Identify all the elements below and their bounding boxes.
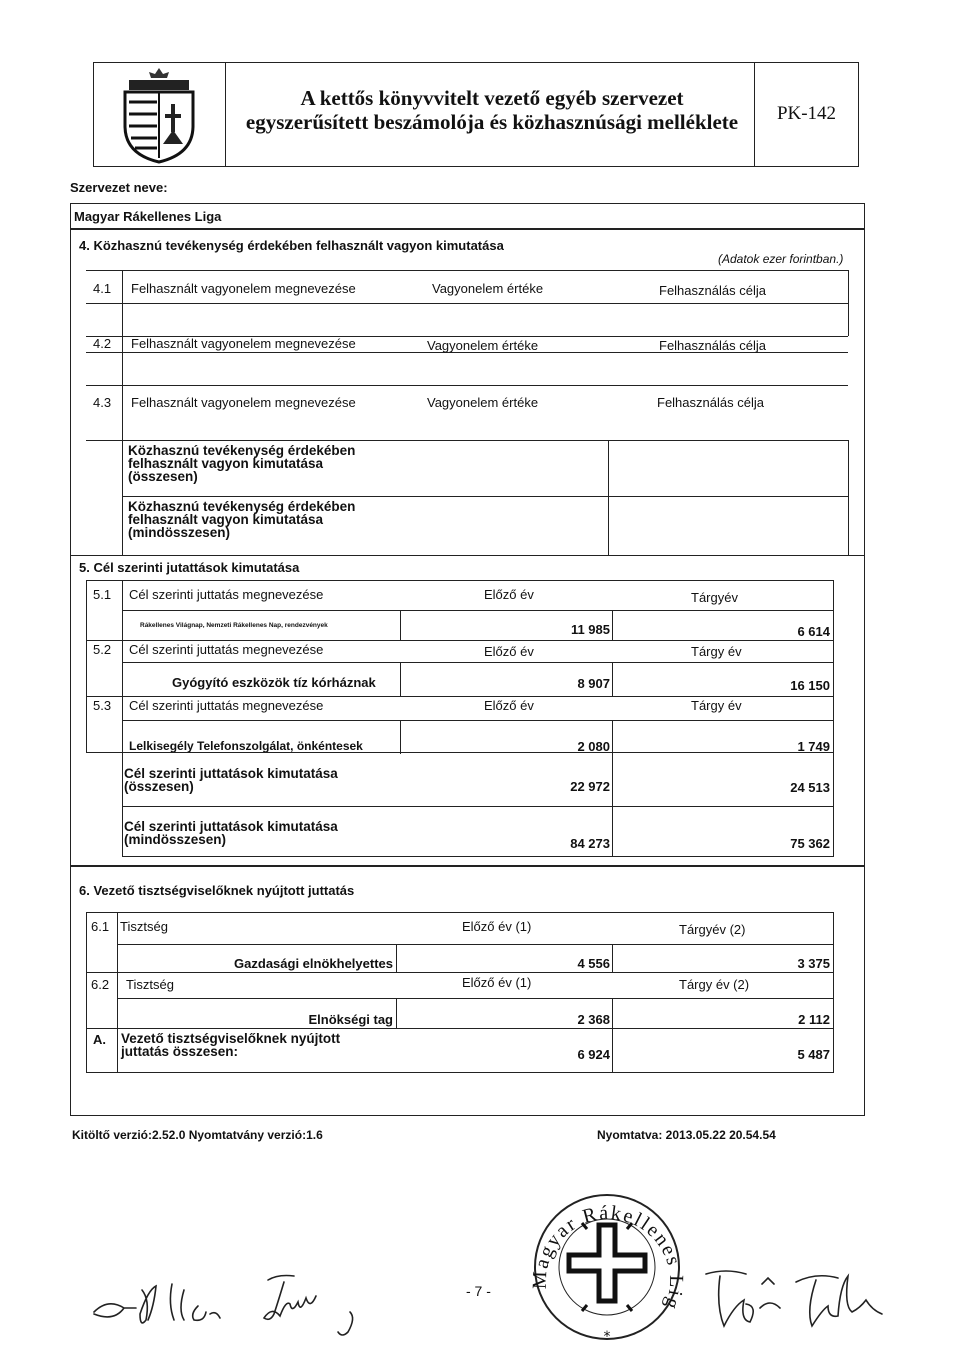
row-5-2-item: Gyógyító eszközök tíz kórháznak [172, 675, 376, 690]
section4-title: 4. Közhasznú tevékenység érdekében felhasznált vagyon kimutatása [79, 238, 504, 253]
row-5-2-num: 5.2 [93, 642, 112, 657]
section5-total-prev: 22 972 [570, 779, 610, 794]
row-6-2-num: 6.2 [91, 977, 110, 992]
section4-total-label: Közhasznú tevékenység érdekében felhasznált vagyon kimutatása (összesen) [128, 443, 356, 484]
version-info: Kitöltő verzió:2.52.0 Nyomtatvány verzió:1.6 [72, 1128, 323, 1142]
svg-text:*: * [603, 1329, 611, 1345]
section6-total-curr: 5 487 [797, 1047, 830, 1062]
row-6-1-prev-label: Előző év (1) [462, 919, 532, 934]
row-5-1-prev-label: Előző év [484, 587, 534, 602]
row-4-3-name: Felhasznált vagyonelem megnevezése [131, 395, 356, 410]
row-4-3-value: Vagyonelem értéke [427, 395, 539, 410]
row-4-3-num: 4.3 [93, 395, 112, 410]
row-5-3-header: Cél szerinti juttatás megnevezése [129, 698, 324, 713]
section5-grand-curr: 75 362 [790, 836, 830, 851]
stamp-text: Magyar Rákellenes Lig [528, 1201, 688, 1314]
row-5-2-curr: 16 150 [790, 678, 830, 693]
row-4-1-name: Felhasznált vagyonelem megnevezése [131, 281, 356, 296]
section6-total-num: A. [93, 1032, 106, 1047]
row-5-2-prev-label: Előző év [484, 644, 534, 659]
row-4-2-purpose: Felhasználás célja [659, 338, 766, 353]
row-6-1-curr-label: Tárgyév (2) [679, 922, 746, 937]
row-6-2-curr-label: Tárgy év (2) [679, 977, 750, 992]
row-5-3-curr: 1 749 [797, 739, 830, 754]
section6-title: 6. Vezető tisztségviselőknek nyújtott juttatás [79, 883, 355, 898]
section5-title: 5. Cél szerinti jutattások kimutatása [79, 560, 300, 575]
row-4-2-num: 4.2 [93, 336, 112, 351]
svg-text:Magyar Rákellenes Liga [520, 1185, 687, 1314]
print-date: Nyomtatva: 2013.05.22 20.54.54 [597, 1128, 776, 1142]
row-6-1-prev: 4 556 [577, 956, 610, 971]
row-6-1-curr: 3 375 [797, 956, 830, 971]
section5-grand-label: Cél szerinti juttatások kimutatása (mindösszesen) [124, 819, 338, 847]
form-title-line2: egyszerűsített beszámolója és közhasznúsági melléklete [245, 110, 739, 134]
section6-total-label: Vezető tisztségviselőknek nyújtott juttatás összesen: [121, 1031, 341, 1059]
section5-total-curr: 24 513 [790, 780, 830, 795]
row-6-2-prev: 2 368 [577, 1012, 610, 1027]
row-6-2-header: Tisztség [126, 977, 174, 992]
row-5-3-prev-label: Előző év [484, 698, 534, 713]
row-4-2-name: Felhasznált vagyonelem megnevezése [131, 336, 356, 351]
row-5-3-item: Lelkisegély Telefonszolgálat, önkéntesek [129, 739, 363, 753]
unit-note: (Adatok ezer forintban.) [718, 252, 844, 266]
row-5-2-header: Cél szerinti juttatás megnevezése [129, 642, 324, 657]
form-title [232, 86, 752, 134]
row-4-3-purpose: Felhasználás célja [657, 395, 764, 410]
row-4-2-value: Vagyonelem értéke [427, 338, 539, 353]
signature-left [88, 1260, 378, 1340]
row-5-1-item: Rákellenes Világnap, Nemzeti Rákellenes Nap, rendezvények [140, 622, 328, 629]
signature-right [700, 1262, 900, 1342]
row-5-1-header: Cél szerinti juttatás megnevezése [129, 587, 324, 602]
row-5-1-curr-label: Tárgyév [691, 590, 738, 605]
org-label: Szervezet neve: [70, 180, 168, 195]
row-4-1-value: Vagyonelem értéke [432, 281, 544, 296]
row-5-1-prev: 11 985 [570, 622, 610, 637]
row-5-2-prev: 8 907 [577, 676, 610, 691]
row-6-1-item: Gazdasági elnökhelyettes [234, 956, 393, 971]
section5-grand-prev: 84 273 [570, 836, 610, 851]
section5-total-label: Cél szerinti juttatások kimutatása (összesen) [124, 766, 338, 794]
row-5-1-curr: 6 614 [797, 624, 830, 639]
row-5-3-curr-label: Tárgy év [691, 698, 742, 713]
section6-total-prev: 6 924 [577, 1047, 610, 1062]
row-6-2-prev-label: Előző év (1) [462, 975, 532, 990]
form-code: PK-142 [776, 103, 837, 124]
coat-of-arms-icon [103, 64, 215, 164]
section4-grand-total-label: Közhasznú tevékenység érdekében felhasznált vagyon kimutatása (mindösszesen) [128, 499, 356, 540]
row-5-1-num: 5.1 [93, 587, 112, 602]
row-5-2-curr-label: Tárgy év [691, 644, 742, 659]
organization-stamp [520, 1185, 695, 1355]
row-5-3-prev: 2 080 [577, 739, 610, 754]
page-number: - 7 - [466, 1283, 491, 1299]
row-6-2-curr: 2 112 [798, 1012, 830, 1027]
row-6-1-num: 6.1 [91, 919, 110, 934]
row-6-1-header: Tisztség [120, 919, 168, 934]
row-4-1-num: 4.1 [93, 281, 112, 296]
form-title-line1: A kettős könyvvitelt vezető egyéb szervezet [300, 86, 684, 110]
row-5-3-num: 5.3 [93, 698, 112, 713]
org-name: Magyar Rákellenes Liga [74, 209, 222, 224]
row-4-1-purpose: Felhasználás célja [659, 283, 766, 298]
row-6-2-item: Elnökségi tag [308, 1012, 393, 1027]
